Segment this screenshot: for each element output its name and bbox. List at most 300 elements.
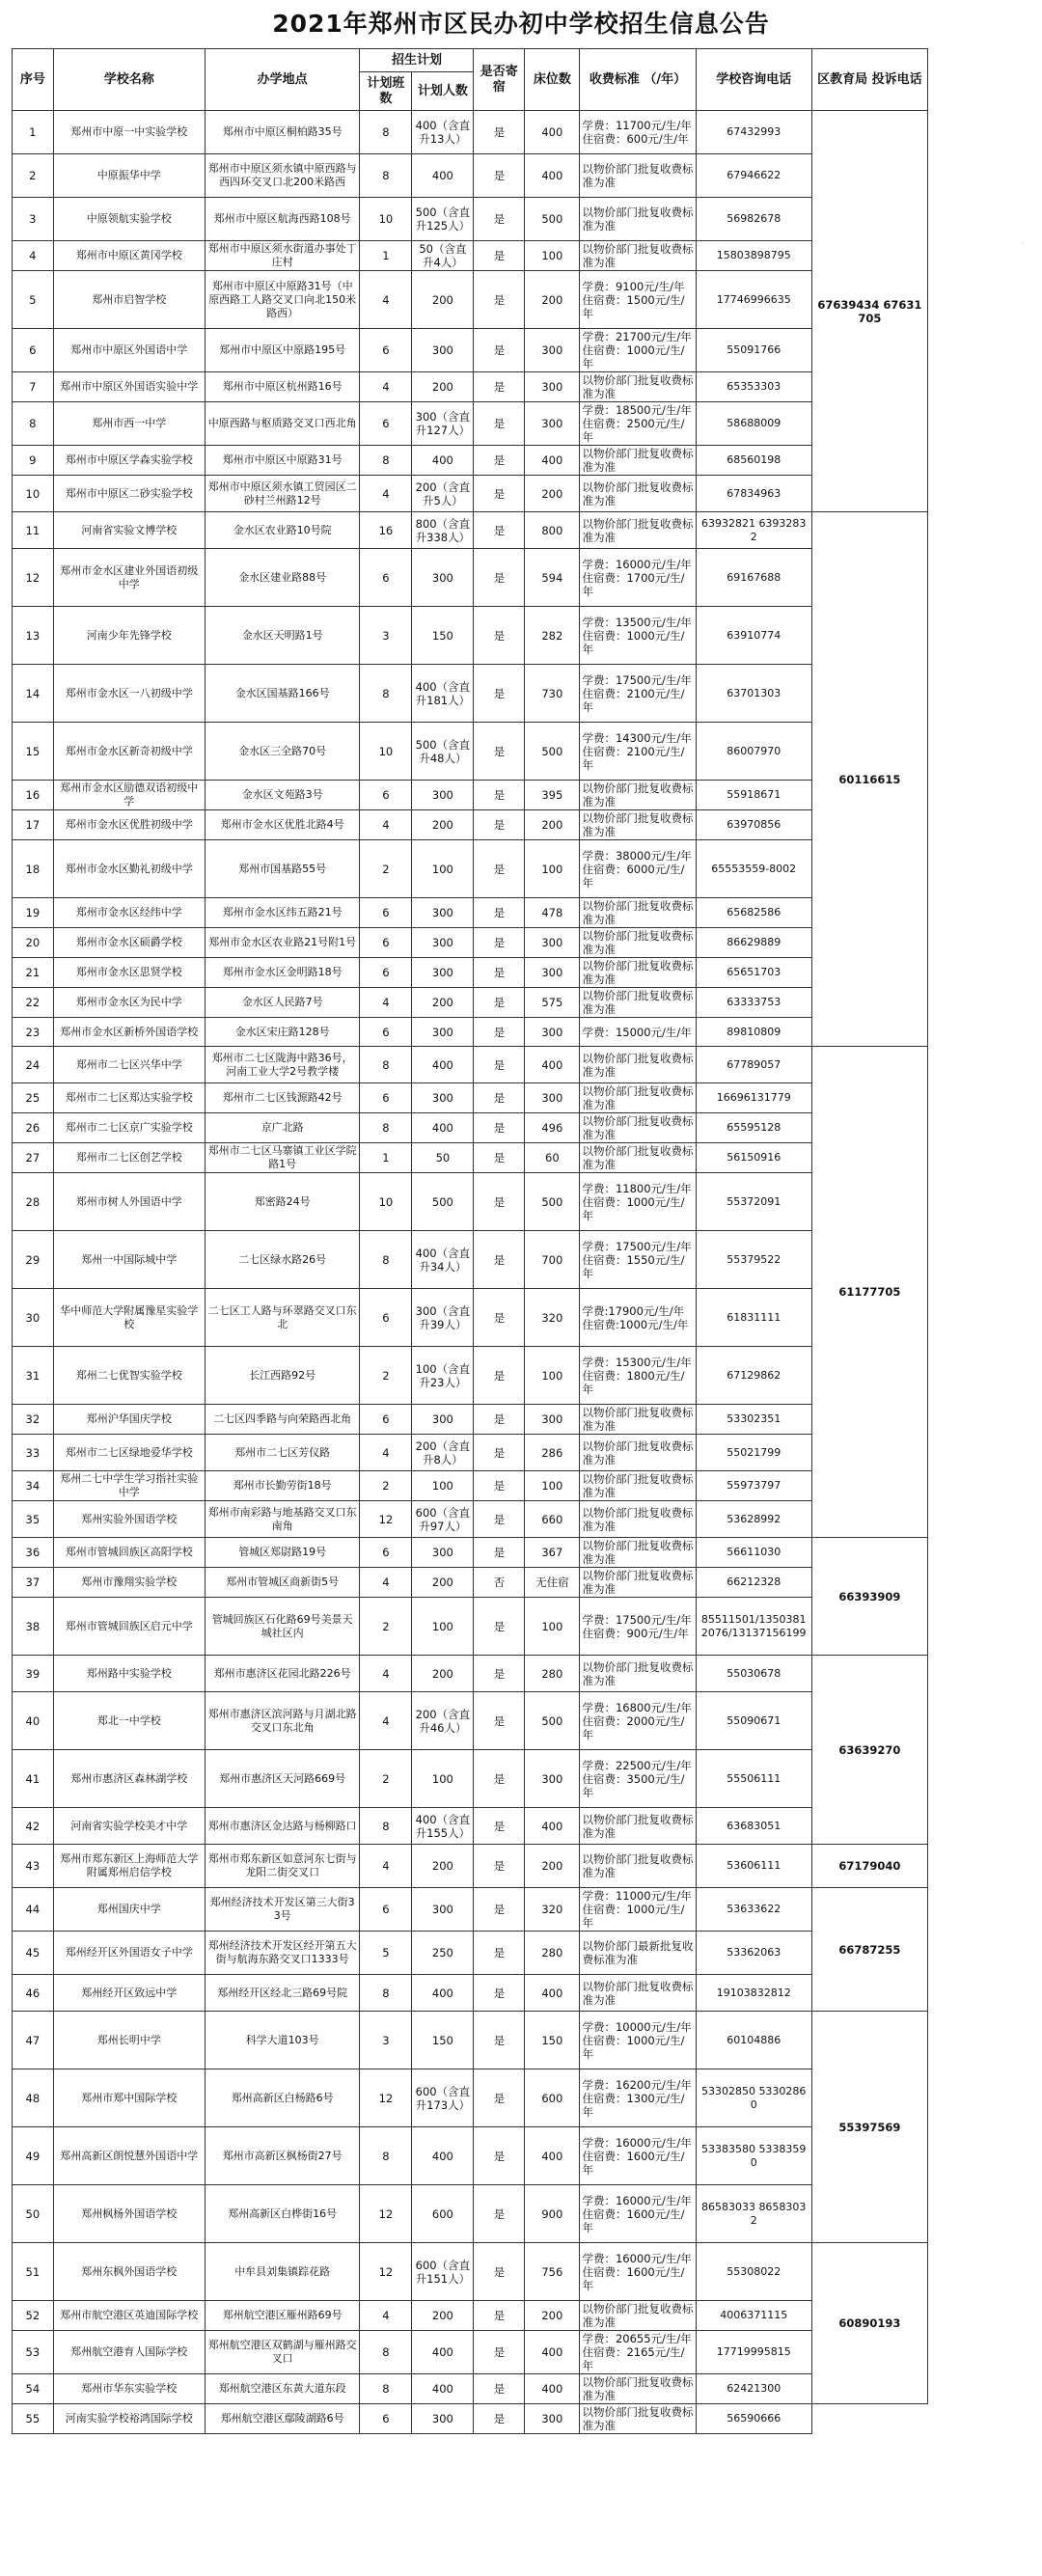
boarding-flag: 是 bbox=[474, 958, 525, 988]
school-phone: 53302351 bbox=[696, 1405, 811, 1435]
bed-count: 478 bbox=[525, 898, 580, 928]
plan-people: 200（含直升5人） bbox=[412, 476, 474, 512]
complaint-phone: 61177705 bbox=[811, 1047, 927, 1538]
bed-count: 575 bbox=[525, 988, 580, 1018]
fee-standard: 以物价部门批复收费标准为准 bbox=[580, 781, 696, 810]
table-row bbox=[13, 1113, 928, 1143]
school-address: 郑州市中原区航海西路108号 bbox=[205, 198, 360, 241]
fee-standard: 以物价部门批复收费标准为准 bbox=[580, 1845, 696, 1888]
school-name: 郑州市二七区创艺学校 bbox=[53, 1143, 205, 1173]
plan-people: 800（含直升338人） bbox=[412, 512, 474, 549]
bed-count: 100 bbox=[525, 840, 580, 898]
school-address: 二七区绿水路26号 bbox=[205, 1231, 360, 1289]
fee-standard: 学费：21700元/生/年 住宿费：1000元/生/年 bbox=[580, 329, 696, 372]
school-name: 郑州高新区朗悦慧外国语中学 bbox=[53, 2127, 205, 2185]
plan-classes: 6 bbox=[360, 1289, 412, 1347]
bed-count: 700 bbox=[525, 1231, 580, 1289]
boarding-flag: 是 bbox=[474, 111, 525, 154]
plan-people: 300 bbox=[412, 2404, 474, 2434]
plan-classes: 8 bbox=[360, 2127, 412, 2185]
plan-people: 300 bbox=[412, 1018, 474, 1047]
bed-count: 200 bbox=[525, 810, 580, 840]
row-number: 18 bbox=[13, 840, 54, 898]
school-address: 金水区农业路10号院 bbox=[205, 512, 360, 549]
school-phone: 63683051 bbox=[696, 1808, 811, 1845]
boarding-flag: 是 bbox=[474, 446, 525, 476]
row-number: 1 bbox=[13, 111, 54, 154]
plan-classes: 4 bbox=[360, 988, 412, 1018]
table-row bbox=[13, 241, 928, 271]
fee-standard: 以物价部门批复收费标准为准 bbox=[580, 1568, 696, 1598]
plan-classes: 6 bbox=[360, 1083, 412, 1113]
boarding-flag: 是 bbox=[474, 781, 525, 810]
plan-classes: 4 bbox=[360, 271, 412, 329]
school-address: 郑州经济技术开发区第三大街33号 bbox=[205, 1888, 360, 1932]
school-name: 郑州市金水区新奇初级中学 bbox=[53, 723, 205, 781]
school-name: 郑州市郑中国际学校 bbox=[53, 2069, 205, 2127]
fee-standard: 学费：9100元/生/年 住宿费：1500元/生/年 bbox=[580, 271, 696, 329]
plan-classes: 4 bbox=[360, 1568, 412, 1598]
plan-people: 200 bbox=[412, 988, 474, 1018]
school-name: 郑州市中原一中实验学校 bbox=[53, 111, 205, 154]
header-people: 计划人数 bbox=[412, 72, 474, 111]
school-phone: 86629889 bbox=[696, 928, 811, 958]
school-phone: 86583033 86583032 bbox=[696, 2185, 811, 2243]
school-name: 郑州市金水区励德双语初级中学 bbox=[53, 781, 205, 810]
row-number: 9 bbox=[13, 446, 54, 476]
boarding-flag: 是 bbox=[474, 549, 525, 607]
table-row bbox=[13, 2185, 928, 2243]
plan-people: 200 bbox=[412, 1845, 474, 1888]
fee-standard: 学费：15000元/生/年 bbox=[580, 1018, 696, 1047]
plan-classes: 12 bbox=[360, 1501, 412, 1538]
school-phone: 89810809 bbox=[696, 1018, 811, 1047]
plan-classes: 1 bbox=[360, 241, 412, 271]
school-address: 长江西路92号 bbox=[205, 1347, 360, 1405]
school-address: 郑州高新区白杨路6号 bbox=[205, 2069, 360, 2127]
school-address: 金水区三全路70号 bbox=[205, 723, 360, 781]
plan-people: 200（含直升46人） bbox=[412, 1692, 474, 1750]
table-row bbox=[13, 1405, 928, 1435]
school-phone: 63701303 bbox=[696, 665, 811, 723]
school-address: 郑州市中原区须水街道办事处丁庄村 bbox=[205, 241, 360, 271]
school-phone: 56590666 bbox=[696, 2404, 811, 2434]
plan-classes: 16 bbox=[360, 512, 412, 549]
school-phone: 55918671 bbox=[696, 781, 811, 810]
school-address: 管城回族区石化路69号美景天城社区内 bbox=[205, 1598, 360, 1656]
table-row bbox=[13, 1750, 928, 1808]
fee-standard: 学费：11700元/生/年 住宿费：600元/生/年 bbox=[580, 111, 696, 154]
boarding-flag: 是 bbox=[474, 665, 525, 723]
bed-count: 730 bbox=[525, 665, 580, 723]
table-row bbox=[13, 810, 928, 840]
school-phone: 17746996635 bbox=[696, 271, 811, 329]
school-phone: 63932821 63932832 bbox=[696, 512, 811, 549]
row-number: 32 bbox=[13, 1405, 54, 1435]
plan-classes: 8 bbox=[360, 1231, 412, 1289]
boarding-flag: 是 bbox=[474, 1932, 525, 1975]
row-number: 37 bbox=[13, 1568, 54, 1598]
plan-people: 200 bbox=[412, 2301, 474, 2331]
plan-people: 250 bbox=[412, 1932, 474, 1975]
school-phone: 19103832812 bbox=[696, 1975, 811, 2012]
school-address: 郑州航空港区雁州路69号 bbox=[205, 2301, 360, 2331]
table-row bbox=[13, 898, 928, 928]
table-row bbox=[13, 1692, 928, 1750]
table-row bbox=[13, 512, 928, 549]
bed-count: 400 bbox=[525, 1047, 580, 1083]
row-number: 52 bbox=[13, 2301, 54, 2331]
fee-standard: 以物价部门批复收费标准为准 bbox=[580, 1143, 696, 1173]
boarding-flag: 是 bbox=[474, 898, 525, 928]
table-row bbox=[13, 329, 928, 372]
fee-standard: 以物价部门批复收费标准为准 bbox=[580, 988, 696, 1018]
school-phone: 67789057 bbox=[696, 1047, 811, 1083]
school-name: 郑州国庆中学 bbox=[53, 1888, 205, 1932]
bed-count: 660 bbox=[525, 1501, 580, 1538]
row-number: 10 bbox=[13, 476, 54, 512]
plan-people: 300 bbox=[412, 1888, 474, 1932]
school-address: 郑州市中原区须水镇中原西路与西四环交叉口北200米路西 bbox=[205, 154, 360, 198]
boarding-flag: 是 bbox=[474, 2127, 525, 2185]
plan-people: 50 bbox=[412, 1143, 474, 1173]
row-number: 39 bbox=[13, 1656, 54, 1692]
plan-classes: 3 bbox=[360, 2012, 412, 2069]
row-number: 6 bbox=[13, 329, 54, 372]
bed-count: 756 bbox=[525, 2243, 580, 2301]
table-row bbox=[13, 1845, 928, 1888]
plan-classes: 12 bbox=[360, 2069, 412, 2127]
bed-count: 300 bbox=[525, 1750, 580, 1808]
bed-count: 367 bbox=[525, 1538, 580, 1568]
fee-standard: 以物价部门批复收费标准为准 bbox=[580, 154, 696, 198]
fee-standard: 学费：16000元/生/年 住宿费：1600元/生/年 bbox=[580, 2185, 696, 2243]
plan-people: 200（含直升8人） bbox=[412, 1435, 474, 1471]
plan-classes: 4 bbox=[360, 1845, 412, 1888]
school-phone: 63333753 bbox=[696, 988, 811, 1018]
plan-classes: 2 bbox=[360, 1750, 412, 1808]
boarding-flag: 是 bbox=[474, 1435, 525, 1471]
boarding-flag: 是 bbox=[474, 402, 525, 446]
boarding-flag: 是 bbox=[474, 928, 525, 958]
bed-count: 500 bbox=[525, 1173, 580, 1231]
fee-standard: 以物价部门批复收费标准为准 bbox=[580, 928, 696, 958]
school-name: 郑州市管城回族区启元中学 bbox=[53, 1598, 205, 1656]
school-address: 郑州市中原区中原路31号（中原西路工人路交叉口向北150米路西） bbox=[205, 271, 360, 329]
table-row bbox=[13, 1083, 928, 1113]
school-address: 郑州市高新区枫杨街27号 bbox=[205, 2127, 360, 2185]
school-name: 郑州市中原区外国语中学 bbox=[53, 329, 205, 372]
boarding-flag: 是 bbox=[474, 154, 525, 198]
fee-standard: 以物价部门批复收费标准为准 bbox=[580, 446, 696, 476]
boarding-flag: 是 bbox=[474, 1471, 525, 1501]
plan-classes: 6 bbox=[360, 329, 412, 372]
table-row bbox=[13, 723, 928, 781]
table-row bbox=[13, 1347, 928, 1405]
bed-count: 496 bbox=[525, 1113, 580, 1143]
plan-people: 300 bbox=[412, 1083, 474, 1113]
plan-people: 300 bbox=[412, 898, 474, 928]
row-number: 4 bbox=[13, 241, 54, 271]
school-address: 金水区文苑路3号 bbox=[205, 781, 360, 810]
plan-classes: 1 bbox=[360, 1143, 412, 1173]
fee-standard: 学费：17500元/生/年 住宿费：2100元/生/年 bbox=[580, 665, 696, 723]
boarding-flag: 是 bbox=[474, 1047, 525, 1083]
school-name: 郑州市启智学校 bbox=[53, 271, 205, 329]
school-name: 郑州市二七区绿地爱华学校 bbox=[53, 1435, 205, 1471]
school-name: 郑州市西一中学 bbox=[53, 402, 205, 446]
school-name: 郑州路中实验学校 bbox=[53, 1656, 205, 1692]
bed-count: 200 bbox=[525, 2301, 580, 2331]
plan-people: 300 bbox=[412, 329, 474, 372]
school-address: 郑州市中原区须水镇工贸园区二砂村兰州路12号 bbox=[205, 476, 360, 512]
row-number: 43 bbox=[13, 1845, 54, 1888]
plan-people: 100 bbox=[412, 840, 474, 898]
school-phone: 53628992 bbox=[696, 1501, 811, 1538]
plan-classes: 4 bbox=[360, 1435, 412, 1471]
row-number: 17 bbox=[13, 810, 54, 840]
school-address: 郑州市管城区商新街5号 bbox=[205, 1568, 360, 1598]
boarding-flag: 是 bbox=[474, 1405, 525, 1435]
plan-people: 400（含直升181人） bbox=[412, 665, 474, 723]
row-number: 45 bbox=[13, 1932, 54, 1975]
boarding-flag: 是 bbox=[474, 1173, 525, 1231]
boarding-flag: 是 bbox=[474, 1289, 525, 1347]
plan-people: 100（含直升23人） bbox=[412, 1347, 474, 1405]
school-name: 郑州枫杨外国语学校 bbox=[53, 2185, 205, 2243]
row-number: 55 bbox=[13, 2404, 54, 2434]
bed-count: 300 bbox=[525, 402, 580, 446]
school-phone: 65553559-8002 bbox=[696, 840, 811, 898]
school-name: 河南少年先锋学校 bbox=[53, 607, 205, 665]
school-address: 二七区四季路与向荣路西北角 bbox=[205, 1405, 360, 1435]
school-name: 郑州经开区致远中学 bbox=[53, 1975, 205, 2012]
row-number: 34 bbox=[13, 1471, 54, 1501]
row-number: 42 bbox=[13, 1808, 54, 1845]
boarding-flag: 是 bbox=[474, 2012, 525, 2069]
table-row bbox=[13, 607, 928, 665]
plan-people: 600（含直升173人） bbox=[412, 2069, 474, 2127]
school-name: 郑州东枫外国语学校 bbox=[53, 2243, 205, 2301]
school-address: 郑州市郑东新区如意河东七街与龙阳二街交叉口 bbox=[205, 1845, 360, 1888]
school-address: 郑州市惠济区金达路与杨柳路口 bbox=[205, 1808, 360, 1845]
table-row bbox=[13, 2012, 928, 2069]
table-row bbox=[13, 928, 928, 958]
school-phone: 61831111 bbox=[696, 1289, 811, 1347]
boarding-flag: 是 bbox=[474, 1143, 525, 1173]
plan-people: 100 bbox=[412, 1598, 474, 1656]
table-row bbox=[13, 1018, 928, 1047]
row-number: 14 bbox=[13, 665, 54, 723]
bed-count: 100 bbox=[525, 1471, 580, 1501]
school-address: 郑州市中原区杭州路16号 bbox=[205, 372, 360, 402]
school-phone: 56982678 bbox=[696, 198, 811, 241]
table-row bbox=[13, 476, 928, 512]
bed-count: 500 bbox=[525, 198, 580, 241]
row-number: 16 bbox=[13, 781, 54, 810]
complaint-phone: 67179040 bbox=[811, 1845, 927, 1888]
complaint-phone: 66393909 bbox=[811, 1538, 927, 1656]
fee-standard: 以物价部门批复收费标准为准 bbox=[580, 1113, 696, 1143]
fee-standard: 以物价部门批复收费标准为准 bbox=[580, 1083, 696, 1113]
bed-count: 320 bbox=[525, 1888, 580, 1932]
row-number: 50 bbox=[13, 2185, 54, 2243]
row-number: 51 bbox=[13, 2243, 54, 2301]
school-phone: 65353303 bbox=[696, 372, 811, 402]
plan-classes: 6 bbox=[360, 549, 412, 607]
plan-classes: 2 bbox=[360, 1598, 412, 1656]
school-address: 郑州航空港区鄢陵湖路6号 bbox=[205, 2404, 360, 2434]
fee-standard: 学费：16200元/生/年 住宿费：1300元/生/年 bbox=[580, 2069, 696, 2127]
school-address: 郑州市长勤劳街18号 bbox=[205, 1471, 360, 1501]
fee-standard: 以物价部门批复收费标准为准 bbox=[580, 1405, 696, 1435]
boarding-flag: 是 bbox=[474, 840, 525, 898]
school-address: 郑州高新区白桦街16号 bbox=[205, 2185, 360, 2243]
plan-people: 600 bbox=[412, 2185, 474, 2243]
school-phone: 63970856 bbox=[696, 810, 811, 840]
school-name: 郑州市二七区兴华中学 bbox=[53, 1047, 205, 1083]
fee-standard: 以物价部门批复收费标准为准 bbox=[580, 1047, 696, 1083]
header-fee: 收费标准 （/年） bbox=[580, 49, 696, 111]
school-name: 郑州市金水区一八初级中学 bbox=[53, 665, 205, 723]
boarding-flag: 是 bbox=[474, 476, 525, 512]
table-row bbox=[13, 1598, 928, 1656]
fee-standard: 学费：16000元/生/年 住宿费：1600元/生/年 bbox=[580, 2243, 696, 2301]
school-address: 郑州市金水区纬五路21号 bbox=[205, 898, 360, 928]
fee-standard: 学费：16000元/生/年 住宿费：1700元/生/年 bbox=[580, 549, 696, 607]
fee-standard: 学费：14300元/生/年 住宿费：2100元/生/年 bbox=[580, 723, 696, 781]
school-name: 郑州实验外国语学校 bbox=[53, 1501, 205, 1538]
bed-count: 280 bbox=[525, 1656, 580, 1692]
school-phone: 55308022 bbox=[696, 2243, 811, 2301]
school-address: 郑州航空港区东黄大道东段 bbox=[205, 2374, 360, 2404]
school-name: 中原振华中学 bbox=[53, 154, 205, 198]
table-row bbox=[13, 1975, 928, 2012]
school-phone: 55372091 bbox=[696, 1173, 811, 1231]
fee-standard: 以物价部门最新批复收费标准为准 bbox=[580, 1932, 696, 1975]
school-phone: 53302850 53302860 bbox=[696, 2069, 811, 2127]
school-address: 金水区建业路88号 bbox=[205, 549, 360, 607]
row-number: 47 bbox=[13, 2012, 54, 2069]
plan-classes: 8 bbox=[360, 1808, 412, 1845]
boarding-flag: 是 bbox=[474, 607, 525, 665]
plan-classes: 4 bbox=[360, 1656, 412, 1692]
school-address: 郑州市惠济区花园北路226号 bbox=[205, 1656, 360, 1692]
plan-people: 100 bbox=[412, 1750, 474, 1808]
bed-count: 100 bbox=[525, 241, 580, 271]
plan-people: 300 bbox=[412, 549, 474, 607]
school-address: 郑州市中原区中原路195号 bbox=[205, 329, 360, 372]
boarding-flag: 是 bbox=[474, 241, 525, 271]
table-row bbox=[13, 840, 928, 898]
school-address: 科学大道103号 bbox=[205, 2012, 360, 2069]
fee-standard: 学费：38000元/生/年 住宿费：6000元/生/年 bbox=[580, 840, 696, 898]
complaint-phone: 66787255 bbox=[811, 1888, 927, 2012]
plan-people: 400（含直升13人） bbox=[412, 111, 474, 154]
fee-standard: 以物价部门批复收费标准为准 bbox=[580, 958, 696, 988]
school-name: 郑州市二七区郑达实验学校 bbox=[53, 1083, 205, 1113]
plan-people: 600（含直升97人） bbox=[412, 1501, 474, 1538]
row-number: 26 bbox=[13, 1113, 54, 1143]
plan-classes: 2 bbox=[360, 1471, 412, 1501]
plan-classes: 8 bbox=[360, 111, 412, 154]
table-row bbox=[13, 1501, 928, 1538]
fee-standard: 以物价部门批复收费标准为准 bbox=[580, 1656, 696, 1692]
boarding-flag: 是 bbox=[474, 2243, 525, 2301]
school-address: 郑州航空港区双鹤湖与雁州路交叉口 bbox=[205, 2331, 360, 2374]
table-row bbox=[13, 2404, 928, 2434]
plan-classes: 3 bbox=[360, 607, 412, 665]
bed-count: 800 bbox=[525, 512, 580, 549]
plan-classes: 6 bbox=[360, 1018, 412, 1047]
plan-people: 400 bbox=[412, 446, 474, 476]
complaint-phone: 55397569 bbox=[811, 2012, 927, 2243]
table-row bbox=[13, 781, 928, 810]
table-row bbox=[13, 1231, 928, 1289]
school-address: 郑州市惠济区天河路669号 bbox=[205, 1750, 360, 1808]
bed-count: 400 bbox=[525, 1975, 580, 2012]
school-address: 金水区宋庄路128号 bbox=[205, 1018, 360, 1047]
bed-count: 594 bbox=[525, 549, 580, 607]
page-title: 2021年郑州市区民办初中学校招生信息公告 bbox=[272, 10, 770, 38]
boarding-flag: 是 bbox=[474, 1598, 525, 1656]
row-number: 15 bbox=[13, 723, 54, 781]
plan-classes: 8 bbox=[360, 2374, 412, 2404]
plan-people: 400 bbox=[412, 154, 474, 198]
school-address: 郑州市二七区芳仪路 bbox=[205, 1435, 360, 1471]
plan-classes: 6 bbox=[360, 781, 412, 810]
boarding-flag: 是 bbox=[474, 1808, 525, 1845]
boarding-flag: 是 bbox=[474, 1888, 525, 1932]
boarding-flag: 是 bbox=[474, 271, 525, 329]
fee-standard: 以物价部门批复收费标准为准 bbox=[580, 1808, 696, 1845]
boarding-flag: 是 bbox=[474, 2185, 525, 2243]
plan-people: 200 bbox=[412, 271, 474, 329]
school-name: 郑州市金水区勤礼初级中学 bbox=[53, 840, 205, 898]
school-name: 郑州二七优智实验学校 bbox=[53, 1347, 205, 1405]
school-phone: 65595128 bbox=[696, 1113, 811, 1143]
fee-standard: 学费：13500元/生/年 住宿费：1000元/生/年 bbox=[580, 607, 696, 665]
row-number: 49 bbox=[13, 2127, 54, 2185]
plan-people: 400 bbox=[412, 1113, 474, 1143]
boarding-flag: 是 bbox=[474, 988, 525, 1018]
row-number: 23 bbox=[13, 1018, 54, 1047]
boarding-flag: 是 bbox=[474, 1113, 525, 1143]
school-phone: 66212328 bbox=[696, 1568, 811, 1598]
boarding-flag: 是 bbox=[474, 1501, 525, 1538]
table-row bbox=[13, 1047, 928, 1083]
table-row bbox=[13, 2374, 928, 2404]
table-row bbox=[13, 402, 928, 446]
complaint-phone: 60116615 bbox=[811, 512, 927, 1047]
school-name: 郑北一中学校 bbox=[53, 1692, 205, 1750]
school-phone: 53606111 bbox=[696, 1845, 811, 1888]
plan-people: 200 bbox=[412, 372, 474, 402]
bed-count: 100 bbox=[525, 1347, 580, 1405]
school-name: 郑州市中原区二砂实验学校 bbox=[53, 476, 205, 512]
fee-standard: 学费:17900元/生/年 住宿费:1000元/生/年 bbox=[580, 1289, 696, 1347]
fee-standard: 以物价部门批复收费标准为准 bbox=[580, 898, 696, 928]
table-row bbox=[13, 198, 928, 241]
school-address: 郑州市二七区钱源路42号 bbox=[205, 1083, 360, 1113]
plan-people: 400（含直升155人） bbox=[412, 1808, 474, 1845]
boarding-flag: 是 bbox=[474, 1656, 525, 1692]
boarding-flag: 是 bbox=[474, 2404, 525, 2434]
row-number: 54 bbox=[13, 2374, 54, 2404]
table-row bbox=[13, 549, 928, 607]
bed-count: 300 bbox=[525, 928, 580, 958]
plan-classes: 6 bbox=[360, 928, 412, 958]
